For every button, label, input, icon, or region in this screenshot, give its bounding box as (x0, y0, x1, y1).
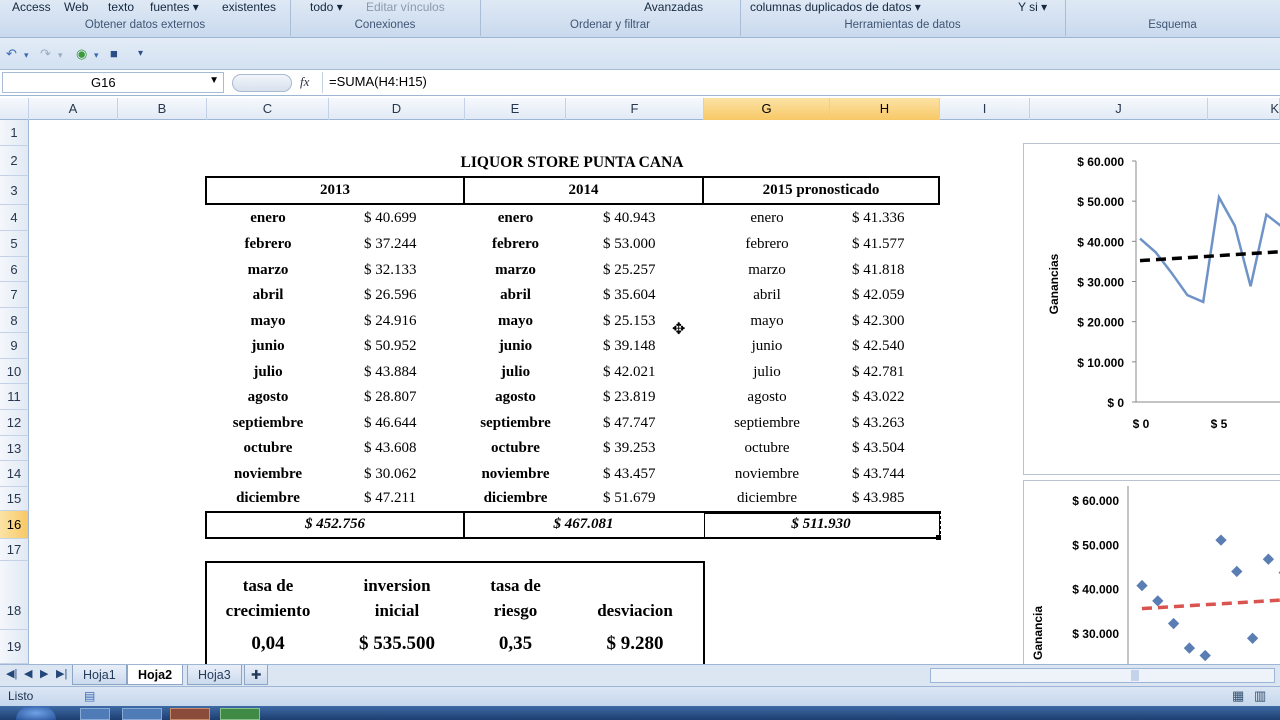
value-2013: $ 50.952 (364, 338, 417, 354)
value-2015: $ 42.781 (852, 364, 905, 380)
column-header-g[interactable]: G (704, 98, 830, 120)
value-2014: $ 25.153 (603, 313, 656, 329)
month-label-2014: febrero (492, 236, 539, 252)
stat-label-investment-1: inversion (363, 576, 431, 595)
last-sheet-icon[interactable]: ▶| (56, 668, 68, 680)
scrollbar-thumb[interactable] (1131, 670, 1139, 681)
redo-icon[interactable]: ↷ (40, 46, 51, 61)
month-label-2015: diciembre (737, 490, 797, 506)
value-2013: $ 32.133 (364, 262, 417, 278)
column-header-k[interactable]: K (1208, 98, 1280, 120)
stat-value-growth: 0,04 (251, 633, 285, 654)
header-2015: 2015 pronosticado (762, 182, 880, 198)
value-2013: $ 37.244 (364, 236, 417, 252)
value-2015: $ 41.577 (852, 236, 905, 252)
header-2014: 2014 (568, 182, 599, 198)
ribbon-button[interactable]: Avanzadas (644, 0, 704, 14)
column-header-j[interactable]: J (1030, 98, 1208, 120)
ribbon-separator (480, 0, 481, 36)
row-header-16[interactable]: 16 (0, 511, 29, 539)
line-chart-svg (1024, 144, 1280, 476)
row-header-5[interactable]: 5 (0, 231, 29, 257)
horizontal-scrollbar[interactable] (930, 668, 1275, 683)
page-break-icon[interactable]: ▥ (1254, 688, 1267, 703)
y-tick-label: $ 10.000 (1077, 355, 1124, 370)
month-label-2013: septiembre (232, 415, 304, 431)
row-header-3[interactable]: 3 (0, 176, 29, 205)
month-label-2015: octubre (744, 440, 790, 456)
value-2015: $ 41.336 (852, 210, 905, 226)
stat-label-growth-1: tasa de (242, 576, 294, 595)
month-label-2014: abril (500, 287, 531, 303)
month-label-2013: mayo (250, 313, 286, 329)
stat-label-deviation: desviacion (597, 601, 673, 620)
ribbon-button[interactable]: Web (64, 0, 89, 14)
save-icon[interactable]: ■ (110, 46, 118, 61)
row-header-9[interactable]: 9 (0, 333, 29, 359)
ribbon-group-label: Ordenar y filtrar (570, 19, 650, 31)
value-2013: $ 28.807 (364, 389, 417, 405)
y-tick-label: $ 40.000 (1077, 235, 1124, 250)
prev-sheet-icon[interactable]: ◀ (24, 668, 33, 680)
move-cursor-icon: ✥ (672, 321, 686, 338)
month-label-2013: agosto (247, 389, 289, 405)
stat-value-investment: $ 535.500 (359, 633, 435, 654)
sheet-title: LIQUOR STORE PUNTA CANA (460, 154, 684, 171)
y-tick-label: $ 50.000 (1077, 195, 1124, 210)
data-point (1231, 566, 1242, 577)
fill-handle[interactable] (936, 535, 941, 540)
row-header-19[interactable]: 19 (0, 630, 29, 664)
stat-value-deviation: $ 9.280 (606, 633, 664, 654)
macro-record-icon[interactable]: ▤ (84, 689, 96, 703)
row-header-2[interactable]: 2 (0, 146, 29, 176)
windows-taskbar (0, 706, 1280, 720)
value-2015: $ 41.818 (852, 262, 905, 278)
column-headers (0, 98, 1280, 120)
month-label-2014: mayo (498, 313, 533, 329)
month-label-2015: noviembre (734, 466, 800, 482)
series-line (1140, 197, 1280, 302)
value-2013: $ 30.062 (364, 466, 417, 482)
row-header-4[interactable]: 4 (0, 205, 29, 231)
y-tick-label: $ 0 (1107, 396, 1124, 410)
value-2015: $ 43.022 (852, 389, 905, 405)
total-2014: $ 467.081 (553, 516, 614, 532)
month-label-2015: marzo (748, 262, 786, 278)
month-label-2014: enero (497, 210, 534, 226)
total-2013: $ 452.756 (305, 516, 365, 532)
data-point (1136, 580, 1147, 591)
row-header-14[interactable]: 14 (0, 461, 29, 487)
month-label-2014: junio (498, 338, 533, 354)
value-2015: $ 43.985 (852, 490, 905, 506)
y-tick-label: $ 30.000 (1072, 627, 1119, 641)
taskbar-app-icon[interactable] (170, 708, 210, 720)
value-2013: $ 24.916 (364, 313, 417, 329)
value-2014: $ 53.000 (603, 236, 656, 252)
month-label-2013: noviembre (233, 466, 303, 482)
month-label-2014: septiembre (480, 415, 551, 431)
first-sheet-icon[interactable]: ◀| (6, 668, 18, 680)
scatter-chart-svg (1024, 481, 1280, 671)
ribbon-button[interactable]: todo ▾ (310, 0, 343, 14)
ribbon-group-label: Herramientas de datos (844, 19, 961, 31)
tab-hoja2[interactable]: Hoja2 (127, 665, 183, 685)
ribbon-separator (1065, 0, 1066, 36)
name-box-value: G16 (91, 75, 116, 90)
header-2013: 2013 (320, 182, 350, 198)
row-header-6[interactable]: 6 (0, 257, 29, 282)
data-point (1200, 650, 1211, 661)
month-label-2014: marzo (495, 262, 536, 278)
select-all-corner[interactable] (0, 98, 29, 120)
month-label-2013: julio (253, 364, 283, 380)
month-label-2013: marzo (247, 262, 289, 278)
insert-sheet-icon[interactable]: ✚ (244, 665, 268, 685)
value-2013: $ 26.596 (364, 287, 417, 303)
ribbon-button[interactable]: columnas duplicados de datos ▾ (750, 0, 921, 14)
y-tick-label: $ 20.000 (1077, 315, 1124, 330)
month-label-2014: agosto (495, 389, 536, 405)
ribbon-group-label: Conexiones (354, 19, 416, 31)
month-label-2015: abril (753, 287, 781, 303)
row-header-12[interactable]: 12 (0, 410, 29, 436)
column-header-b[interactable]: B (118, 98, 207, 120)
row-header-15[interactable]: 15 (0, 487, 29, 511)
scatter-chart[interactable] (1023, 480, 1280, 670)
month-label-2013: enero (250, 210, 286, 226)
value-2015: $ 42.059 (852, 287, 905, 303)
data-point (1247, 633, 1258, 644)
stat-label-growth-2: crecimiento (225, 601, 311, 620)
month-label-2013: diciembre (236, 490, 300, 506)
data-point (1168, 618, 1179, 629)
ribbon-group-label: Esquema (1148, 19, 1197, 31)
value-2015: $ 42.300 (852, 313, 905, 329)
value-2013: $ 47.211 (364, 490, 416, 506)
undo-icon[interactable]: ↶ (6, 46, 17, 61)
ribbon-separator (740, 0, 741, 36)
ribbon-separator (290, 0, 291, 36)
month-label-2014: diciembre (483, 490, 548, 506)
month-label-2015: julio (753, 364, 781, 380)
month-label-2014: noviembre (481, 466, 550, 482)
ribbon-button[interactable]: Editar vínculos (366, 0, 445, 14)
ribbon-button[interactable]: existentes (222, 0, 277, 14)
value-2014: $ 25.257 (603, 262, 656, 278)
month-label-2015: septiembre (734, 415, 800, 431)
tab-hoja3[interactable]: Hoja3 (187, 665, 242, 685)
line-chart[interactable] (1023, 143, 1280, 475)
row-header-17[interactable]: 17 (0, 539, 29, 561)
row-header-11[interactable]: 11 (0, 384, 29, 410)
y-tick-label: $ 60.000 (1072, 494, 1119, 508)
month-label-2015: enero (750, 210, 784, 226)
column-header-d[interactable]: D (329, 98, 465, 120)
customize-toolbar-icon[interactable]: ▾ (138, 48, 144, 59)
stat-label-risk-1: tasa de (490, 576, 541, 595)
column-header-e[interactable]: E (465, 98, 566, 120)
month-label-2014: julio (500, 364, 531, 380)
column-header-f[interactable]: F (566, 98, 704, 120)
value-2013: $ 40.699 (364, 210, 417, 226)
column-header-a[interactable]: A (29, 98, 118, 120)
formula-input[interactable]: =SUMA(H4:H15) (322, 72, 1277, 93)
value-2013: $ 43.884 (364, 364, 417, 380)
y-tick-label: $ 60.000 (1077, 155, 1124, 169)
tab-hoja1[interactable]: Hoja1 (72, 665, 127, 685)
ribbon (0, 0, 1280, 38)
x-tick-label: $ 5 (1210, 417, 1228, 431)
ribbon-button[interactable]: texto (108, 0, 135, 14)
taskbar-excel-icon[interactable] (220, 708, 260, 720)
value-2014: $ 51.679 (603, 490, 656, 506)
month-label-2015: febrero (745, 236, 789, 252)
next-sheet-icon[interactable]: ▶ (40, 668, 49, 680)
data-point (1152, 595, 1163, 606)
y-tick-label: $ 30.000 (1077, 275, 1124, 290)
row-header-8[interactable]: 8 (0, 308, 29, 333)
month-label-2015: junio (751, 338, 783, 354)
value-2013: $ 46.644 (364, 415, 417, 431)
insert-function-icon[interactable]: fx (300, 74, 310, 89)
value-2014: $ 23.819 (603, 389, 656, 405)
sheet-tab-bar (0, 664, 1280, 686)
ribbon-button[interactable]: Access (12, 0, 51, 14)
data-point (1184, 642, 1195, 653)
month-label-2013: abril (252, 287, 284, 303)
total-2015: $ 511.930 (791, 516, 851, 532)
month-label-2013: junio (251, 338, 285, 354)
month-label-2015: agosto (747, 389, 787, 405)
row-header-1[interactable]: 1 (0, 120, 29, 146)
value-2013: $ 43.608 (364, 440, 417, 456)
x-tick-label: $ 0 (1132, 417, 1150, 431)
row-header-18[interactable]: 18 (0, 561, 29, 630)
undo-dropdown-icon[interactable]: ▾ (24, 50, 29, 60)
value-2015: $ 43.744 (852, 466, 905, 482)
column-header-i[interactable]: I (940, 98, 1030, 120)
refresh-icon[interactable]: ◉ (76, 46, 88, 61)
ribbon-group-label: Obtener datos externos (84, 19, 206, 31)
taskbar-app-icon[interactable] (122, 708, 162, 720)
name-box[interactable] (2, 72, 224, 93)
ribbon-button[interactable]: Y si ▾ (1018, 0, 1048, 14)
y-tick-label: $ 50.000 (1072, 538, 1119, 553)
y-tick-label: $ 40.000 (1072, 582, 1119, 597)
column-header-h[interactable]: H (830, 98, 940, 120)
y-axis-label: Ganancia (1031, 605, 1045, 661)
value-2015: $ 43.263 (852, 415, 905, 431)
data-point (1215, 534, 1226, 545)
month-label-2014: octubre (491, 440, 540, 456)
data-point (1263, 554, 1274, 565)
refresh-dropdown-icon[interactable]: ▾ (94, 50, 99, 60)
y-axis-label: Ganancias (1047, 253, 1061, 315)
value-2014: $ 43.457 (603, 466, 656, 482)
value-2014: $ 42.021 (603, 364, 656, 380)
month-label-2013: octubre (243, 440, 293, 456)
row-header-7[interactable]: 7 (0, 282, 29, 308)
value-2014: $ 47.747 (603, 415, 656, 431)
status-text: Listo (8, 689, 34, 703)
formula-bar (0, 70, 1280, 96)
taskbar-app-icon[interactable] (80, 708, 110, 720)
name-box-dropdown-icon[interactable]: ▼ (209, 75, 219, 86)
formula-bar-expand-handle[interactable] (232, 74, 292, 92)
row-header-10[interactable]: 10 (0, 359, 29, 384)
row-header-13[interactable]: 13 (0, 436, 29, 461)
column-header-c[interactable]: C (207, 98, 329, 120)
stat-label-investment-2: inicial (374, 601, 420, 620)
redo-dropdown-icon[interactable]: ▾ (58, 50, 63, 60)
stat-label-risk-2: riesgo (493, 601, 538, 620)
value-2015: $ 42.540 (852, 338, 905, 354)
value-2015: $ 43.504 (852, 440, 905, 456)
page-layout-icon[interactable]: ▦ (1232, 688, 1245, 703)
start-button-icon[interactable] (16, 706, 56, 720)
value-2014: $ 39.148 (603, 338, 656, 354)
value-2014: $ 40.943 (603, 210, 656, 226)
month-label-2013: febrero (244, 236, 292, 252)
ribbon-button[interactable]: fuentes ▾ (150, 0, 199, 14)
month-label-2015: mayo (750, 313, 784, 329)
status-bar (0, 686, 1280, 706)
stat-value-risk: 0,35 (498, 633, 533, 654)
value-2014: $ 39.253 (603, 440, 656, 456)
quick-access-toolbar (0, 38, 1280, 70)
value-2014: $ 35.604 (603, 287, 656, 303)
